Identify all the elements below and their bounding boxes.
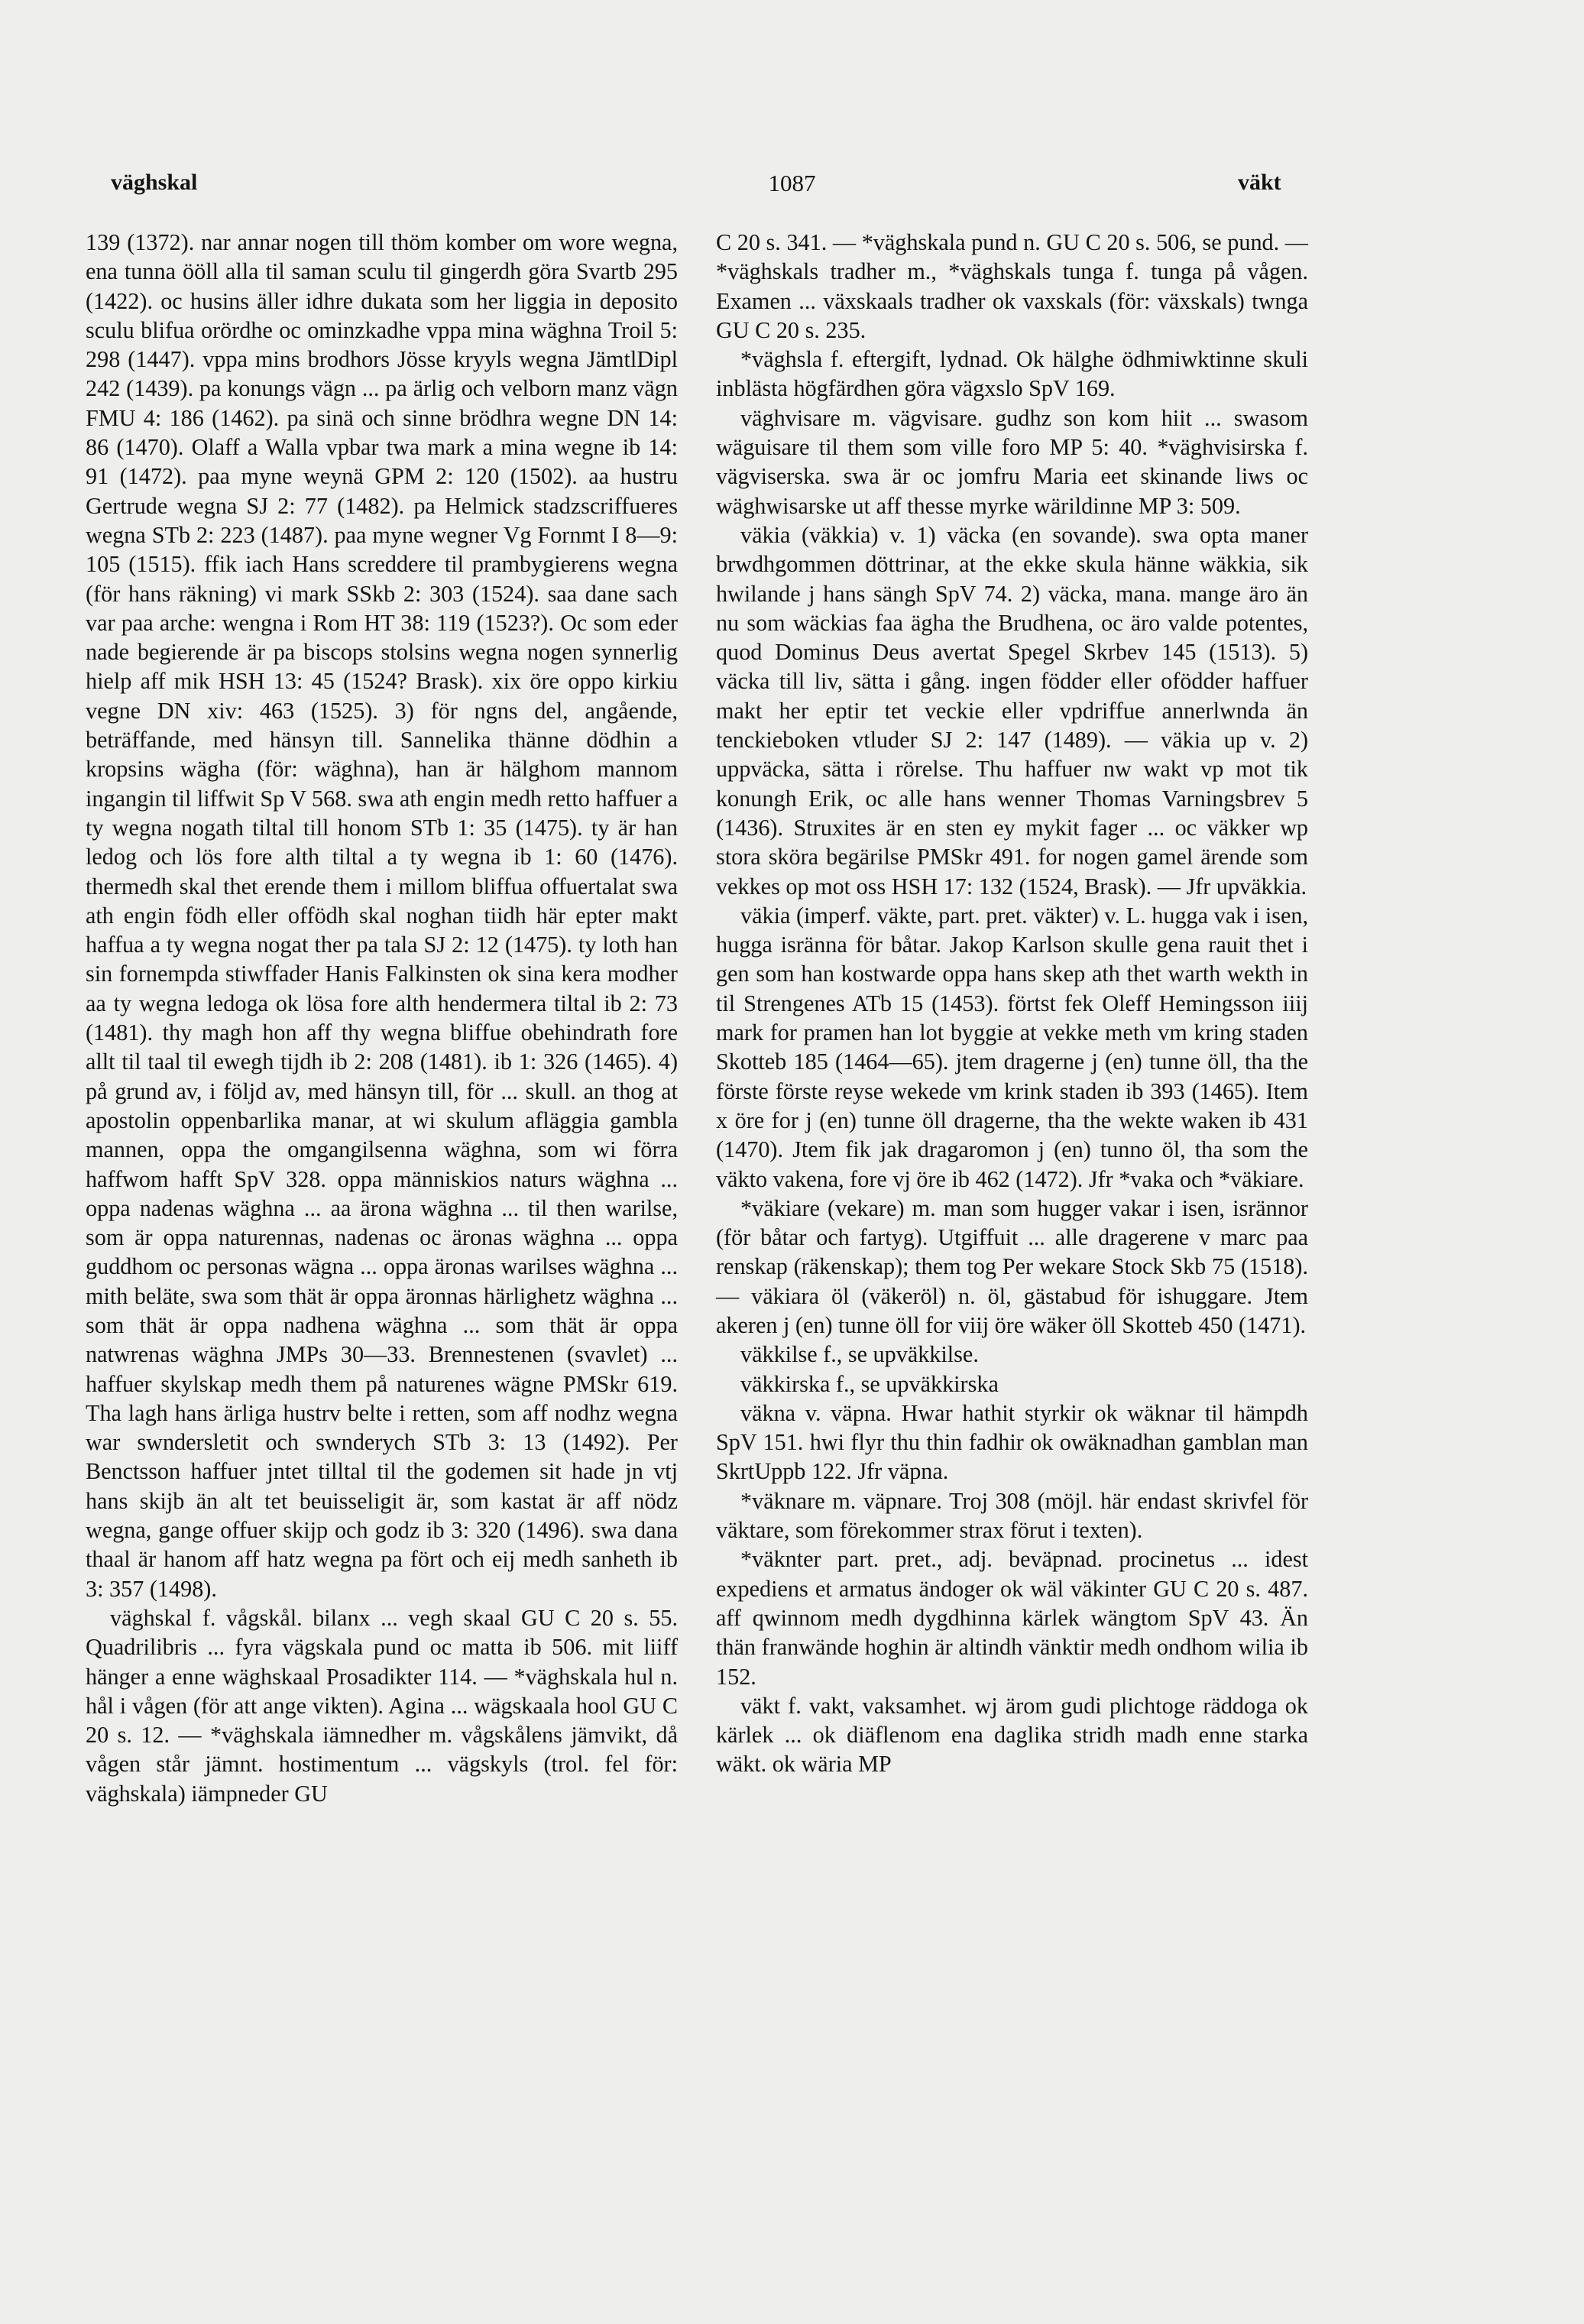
entry-vaghvisare: väghvisare m. vägvisare. gudhz son kom hiit ... swasom wäguisare til them som ville foro MP 5: 40. *väghvisirska f. vägviserska. swa är oc jomfru Maria eet skinande liws oc wäghwisarske ut aff thesse myrke wärildinne MP 3: 509. bbox=[716, 404, 1308, 519]
entry-vakkilse: väkkilse f., se upväkkilse. bbox=[740, 1341, 979, 1368]
entry-vakkirska: väkkirska f., se upväkkirska bbox=[740, 1370, 999, 1397]
left-column bbox=[86, 228, 678, 1808]
entry-vaghskal: väghskal f. vågskål. bilanx ... vegh skaal GU C 20 s. 55. Quadrilibris ... fyra vägskala pund oc matta ib 506. mit liiff hänger a enne wäghskaal Prosadikter 114. — *väghskala hul n. hål i vågen (för att ange vikten). Agina ... wägskaala hool GU C 20 s. 12. — *väghskala iämnedher m. vågskålens jämvikt, då vågen står jämnt. hostimentum ... vägskyls (trol. fel för: väghskala) iämpneder GU bbox=[86, 1604, 678, 1807]
left-running-headword: väghskal bbox=[111, 170, 198, 195]
entry-vakt: väkt f. vakt, vaksamhet. wj ärom gudi plichtoge räddoga ok kärlek ... ok diäflenom ena daglika stridh madh enne starka wäkt. ok wäria MP bbox=[716, 1692, 1308, 1778]
entry-vakna: väkna v. väpna. Hwar hathit styrkir ok wäknar til hämpdh SpV 151. hwi flyr thu thin fadhir ok owäknadhan gamblan man SkrtUppb 122. Jfr väpna. bbox=[716, 1399, 1308, 1485]
entry-vaknter: *väknter part. pret., adj. beväpnad. procinetus ... idest expediens et armatus ändoger ok wäl väkinter GU C 20 s. 487. aff qwinnom medh dygdhinna kärlek wängtom SpV 43. Än thän franwände hoghin är altindh vänktir medh ondhom wilia ib 152. bbox=[716, 1546, 1308, 1690]
entry-vakia-1: väkia (väkkia) v. 1) väcka (en sovande). swa opta maner brwdhgommen döttrinar, at the ekke skula hänne wäkkia, sik hwilande j hans sängh SpV 74. 2) väcka, mana. mange äro än nu som wäckias faa ägha the Brudhena, oc äro valde potentes, quod Dominus Deus avertat Spegel Skrbev 145 (1513). 5) väcka till liv, sätta i gång. ingen födder eller ofödder haffuer makt her eptir tet veckie eller vpdriffue annerlwnda än tenckieboken vtluder SJ 2: 147 (1489). — väkia up v. 2) uppväcka, sätta i rörelse. Thu haffuer nw wakt vp mot tik konungh Erik, oc alle hans wenner Thomas Varningsbrev 5 (1436). Struxites är en sten ey mykit fager ... oc väkker wp stora sköra begärilse PMSkr 491. for nogen gamel ärende som vekkes op mot oss HSH 17: 132 (1524, Brask). — Jfr upväkkia. bbox=[716, 521, 1308, 899]
entry-vakiare: *väkiare (vekare) m. man som hugger vakar i isen, isrännor (för båtar och fartyg). Utgiffuit ... alle dragerene v marc paa renskap (räkenskap); them tog Per wekare Stock Skb 75 (1518). — väkiara öl (väkeröl) n. öl, gästabud för ishuggare. Jtem akeren j (en) tunne öll for viij öre wäker öll Skotteb 450 (1471). bbox=[716, 1194, 1308, 1338]
right-column bbox=[716, 228, 1308, 1779]
right-running-headword: väkt bbox=[1238, 170, 1281, 195]
entry-continuation: 139 (1372). nar annar nogen till thöm komber om wore wegna, ena tunna ööll alla til saman sculu til gingerdh göra Svartb 295 (1422). oc husins äller idhre dukata som her liggia in deposito sculu blifua orördhe oc ominzkadhe vppa mina wäghna Troil 5: 298 (1447). vppa mins brodhors Jösse kryyls wegna JämtlDipl 242 (1439). pa konungs vägn ... pa ärlig och velborn manz vägn FMU 4: 186 (1462). pa sinä och sinne brödhra wegne DN 14: 86 (1470). Olaff a Walla vpbar twa mark a mina wegne ib 14: 91 (1472). paa myne weynä GPM 2: 120 (1502). aa hustru Gertrude wegna SJ 2: 77 (1482). pa Helmick stadzscriffueres wegna STb 2: 223 (1487). paa myne wegner Vg Fornmt I 8—9: 105 (1515). ffik iach Hans screddere til prambygierens wegna (för hans räkning) vi mark SSkb 2: 303 (1524). saa dane sach var paa arche: wengna i Rom HT 38: 119 (1523?). Oc som eder nade begierende är pa biscops stolsins wegna nogen synnerlig hielp aff mik HSH 13: 45 (1524? Brask). xix öre oppo kirkiu vegne DN xiv: 463 (1525). 3) för ngns del, angående, beträffande, med hänsyn till. Sannelika thänne dödhin a kropsins wägha (för: wäghna), han är hälghom mannom ingangin til liffwit Sp V 568. swa ath engin medh retto haffuer a ty wegna nogath tiltal till honom STb 1: 35 (1475). ty är han ledog och lös fore alth tiltal a ty wegna ib 1: 60 (1476). thermedh skal thet erende them i millom bliffua offuertalat swa ath engin födh eller offödh skal noghan tiidh här epter makt haffua a ty wegna nogat ther pa tala SJ 2: 12 (1475). ty loth han sin fornempda stiwffader Hanis Falkinsten ok sina kera modher aa ty wegna ledoga ok lösa fore alth hendermera tiltal ib 2: 73 (1481). thy magh hon aff thy wegna bliffue obehindrath fore allt til taal til ewegh tijdh ib 2: 208 (1481). ib 1: 326 (1465). 4) på grund av, i följd av, med hänsyn till, för ... skull. an thog at apostolin oppenbarlika manar, at wi skulum afläggia gambla mannen, oppa the omgangilsenna wäghna, som wi förra haffwom hafft SpV 328. oppa människios naturs wäghna ... oppa nadenas wäghna ... aa ärona wäghna ... til then warilse, som är oppa naturennas, nadenas oc äronas wäghna ... oppa guddhom oc personas wägna ... oppa äronas warilses wäghna ... mith beläte, swa som thät är oppa äronnas härlighetz wäghna ... som thät är oppa nadhena wäghna ... som thät är oppa natwrenas wäghna JMPs 30—33. Brennestenen (svavlet) ... haffuer skylskap medh them på naturenes wägne PMSkr 619. Tha lagh hans ärliga hustrv belte i retten, som aff nodhz wegna war swndersletit och swnderych STb 3: 13 (1492). Per Benctsson haffuer jntet tilltal til the godemen sit hade jn vtj hans skijb än alt tet beuisseligit är, som kastat är aff nödz wegna, gange offuer skijp och godz ib 3: 320 (1496). swa dana thaal är hanom aff hatz wegna pa fört och eij medh sanheth ib 3: 357 (1498). bbox=[86, 229, 678, 1602]
entry-continuation-right: C 20 s. 341. — *väghskala pund n. GU C 20 s. 506, se pund. — *väghskals tradher m., *väghskals tunga f. tunga på vågen. Examen ... växskaals tradher ok vaxskals (för: växskals) twnga GU C 20 s. 235. bbox=[716, 229, 1308, 343]
entry-vaknare: *väknare m. väpnare. Troj 308 (möjl. här endast skrivfel för väktare, som förekommer strax förut i texten). bbox=[716, 1487, 1308, 1544]
entry-vaghsla: *väghsla f. eftergift, lydnad. Ok hälghe ödhmiwktinne skuli inblästa högfärdhen göra vägxslo SpV 169. bbox=[716, 346, 1308, 402]
entry-vakia-2: väkia (imperf. väkte, part. pret. väkter) v. L. hugga vak i isen, hugga isränna för båtar. Jakop Karlson skulle gena rauit thet i gen som han kostwarde oppa hans skep ath thet warth wekth in til Strengenes ATb 15 (1453). förtst fek Oleff Hemingsson iiij mark for pramen han lot byggie at vekke meth vm kring staden Skotteb 185 (1464—65). jtem dragerne j (en) tunne öll, tha the förste förste reyse wekede vm krink staden ib 393 (1465). Item x öre for j (en) tunne öll dragerne, tha the wekte waken ib 431 (1470). Jtem fik jak dragaromon j (en) tunno öl, tha som the väkto vakena, fore vj öre ib 462 (1472). Jfr *vaka och *väkiare. bbox=[716, 902, 1308, 1192]
page-number: 1087 bbox=[768, 170, 816, 196]
running-header bbox=[0, 170, 1584, 208]
